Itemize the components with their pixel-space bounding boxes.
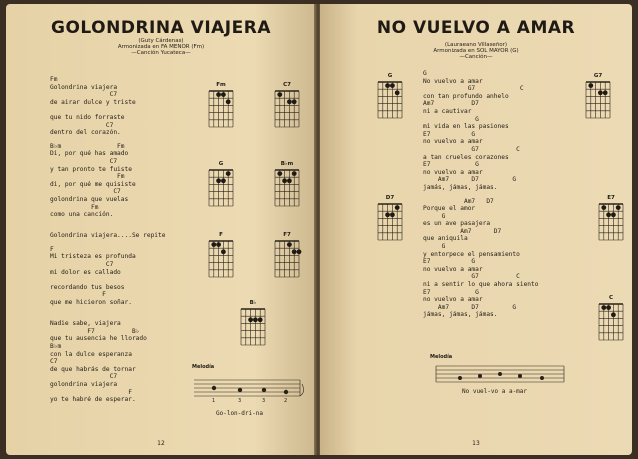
chord-diagram-g: G (374, 74, 406, 122)
chord-grid (595, 302, 627, 344)
finger-dot (611, 212, 616, 217)
melody-label-right: Melodía (430, 354, 453, 360)
finger-dot (606, 305, 611, 310)
lyric-chord-line: Fm (50, 173, 125, 181)
finger-dot (611, 312, 616, 317)
lyric-chord-line: G7 C (423, 145, 520, 153)
melody-right (430, 354, 570, 404)
melody-label-left: Melodía (192, 364, 215, 370)
lyric-text-line: de que habrás de tornar (50, 365, 136, 373)
chord-grid (205, 239, 237, 281)
chord-grid (205, 168, 237, 210)
lyric-chord-line: G7 C (423, 273, 520, 281)
lyric-chord-line: B♭m (50, 343, 62, 350)
melody-left (192, 364, 310, 424)
finger-dot (616, 205, 621, 210)
finger-dot (211, 242, 216, 247)
svg-text:1: 1 (212, 398, 216, 404)
credit-key-right: Armonizada en SOL MAYOR (G) (433, 48, 519, 54)
finger-dot (292, 249, 297, 254)
finger-dot (297, 249, 302, 254)
page-number-right: 13 (472, 440, 480, 447)
lyric-chord-line: G (423, 115, 479, 123)
lyric-chord-line: F (50, 291, 106, 299)
finger-dot (221, 92, 226, 97)
chord-grid (237, 307, 269, 349)
finger-dot (395, 205, 400, 210)
lyric-text-line: yo te habré de esperar. (50, 396, 136, 404)
lyric-text-line: di, por qué me quisiste (50, 180, 136, 188)
lyric-chord-line: C7 (50, 358, 58, 366)
lyric-chord-line: Am7 D7 G (423, 303, 517, 311)
finger-dot (287, 178, 292, 183)
lyric-chord-line: C7 (50, 261, 114, 269)
lyric-chord-line: Am7 D7 G (423, 176, 517, 184)
lyric-chord-line: B♭m Fm (50, 142, 125, 150)
lyric-text-line: Golondrina viajera (50, 83, 118, 91)
finger-dot (601, 205, 606, 210)
lyric-text-line: no vuelvo a amar (423, 296, 483, 304)
finger-dot (385, 83, 390, 88)
lyric-text-line: Golondrina viajera....Se repite (50, 232, 166, 240)
chord-diagram-f: F (205, 233, 237, 281)
chord-diagram-d7: D7 (374, 196, 406, 244)
finger-dot (216, 242, 221, 247)
lyric-text-line: golondrina que vuelas (50, 195, 129, 203)
melody-text-left: Go-lon-dri-na (216, 410, 263, 417)
lyric-chord-line: C7 (50, 121, 114, 129)
finger-dot (390, 212, 395, 217)
lyric-chord-line: F (50, 245, 54, 253)
chord-grid (205, 89, 237, 131)
chord-diagram-c7: C7 (271, 83, 303, 131)
lyric-chord-line: E7 G (423, 288, 479, 296)
chord-grid (271, 89, 303, 131)
chord-grid (271, 239, 303, 281)
lyric-chord-line: C7 (50, 188, 121, 196)
lyric-chord-line: C7 (50, 373, 118, 381)
chord-diagram-fm: Fm (205, 83, 237, 131)
finger-dot (603, 90, 608, 95)
lyric-chord-line: E7 G (423, 161, 479, 169)
lyric-text-line: no vuelvo a amar (423, 138, 483, 146)
chord-grid (271, 168, 303, 210)
finger-dot (287, 99, 292, 104)
lyric-text-line: No vuelvo a amar (423, 77, 483, 85)
lyric-chord-line: Fm (50, 76, 58, 83)
finger-dot (395, 90, 400, 95)
finger-dot (390, 83, 395, 88)
page-number-left: 12 (157, 440, 165, 447)
finger-dot (216, 92, 221, 97)
lyric-text-line: que me hicieron soñar. (50, 299, 132, 307)
song-title-right: NO VUELVO A AMAR (376, 18, 576, 38)
lyric-text-line: dentro del corazón. (50, 129, 121, 137)
lyric-chord-line: Am7 D7 (423, 227, 502, 235)
finger-dot (282, 178, 287, 183)
finger-dot (606, 212, 611, 217)
lyric-text-line: no vuelvo a amar (423, 265, 483, 273)
lyric-text-line: que aniquila (423, 235, 468, 243)
lyric-text-line: que tu ausencia he llorado (50, 335, 147, 343)
finger-dot (226, 171, 231, 176)
chord-diagram-f7: F7 (271, 233, 303, 281)
finger-dot (601, 305, 606, 310)
svg-text:2: 2 (284, 398, 288, 404)
credit-composer-right: (Lauraeano Villaseñor) (444, 42, 508, 48)
lyric-text-line: es un ave pasajera (423, 220, 491, 228)
lyric-chord-line: Am7 D7 (423, 100, 479, 108)
credit-genre-right: —Canción— (459, 54, 493, 60)
lyric-text-line: como una canción. (50, 211, 114, 219)
lyric-chord-line: Fm (50, 203, 99, 211)
lyric-chord-line: C7 (50, 157, 118, 165)
svg-text:3: 3 (238, 398, 242, 404)
finger-dot (226, 99, 231, 104)
lyric-text-line: a tan crueles corazones (423, 153, 509, 161)
lyric-text-line: Porque el amor (423, 205, 476, 213)
finger-dot (277, 171, 282, 176)
svg-text:3: 3 (262, 398, 266, 404)
lyric-text-line: con la dulce esperanza (50, 350, 132, 358)
lyric-text-line: Nadie sabe, viajera (50, 320, 121, 328)
lyric-chord-line: E7 G (423, 258, 476, 266)
finger-dot (292, 171, 297, 176)
lyric-text-line: recordando tus besos (50, 283, 125, 291)
lyric-chord-line (50, 313, 165, 321)
finger-dot (385, 212, 390, 217)
chord-grid (374, 202, 406, 244)
finger-dot (277, 92, 282, 97)
lyric-chord-line: G (423, 212, 446, 220)
lyric-text-line: jamás, jámas, jámas. (423, 183, 498, 191)
lyric-text-line: mi vida en las pasiones (423, 123, 509, 131)
chord-diagram-bbm: B♭m (271, 162, 303, 210)
lyric-chord-line: F7 B♭ (50, 327, 140, 335)
lyric-text-line: ni a sentir lo que ahora siento (423, 281, 539, 289)
melody-text-right: No vuel-vo a a-mar (462, 388, 528, 395)
lyric-chord-line: Am7 D7 (423, 197, 494, 205)
finger-dot (221, 249, 226, 254)
chord-diagram-g: G (205, 162, 237, 210)
finger-dot (258, 317, 263, 322)
finger-dot (588, 83, 593, 88)
lyric-chord-line: G (423, 243, 446, 251)
lyric-text-line: no vuelvo a amar (423, 168, 483, 176)
song-title-left: GOLONDRINA VIAJERA (51, 18, 271, 38)
lyric-chord-line: G7 C (423, 85, 524, 93)
lyric-text-line: mi dolor es callado (50, 268, 121, 276)
lyric-chord-line (50, 106, 165, 114)
lyric-text-line: Mi tristeza es profunda (50, 253, 136, 261)
lyric-text-line: ni a cautivar (423, 107, 472, 115)
credit-genre-left: —Canción Yucateca— (131, 50, 191, 56)
chord-diagram-c: C (595, 296, 627, 344)
lyric-chord-line: E7 G (423, 130, 476, 138)
chord-grid (374, 80, 406, 122)
lyric-text-line: y entorpece el pensamiento (423, 250, 520, 258)
finger-dot (248, 317, 253, 322)
right-page (320, 4, 632, 455)
lyric-text-line: y tan pronto te fuiste (50, 165, 132, 173)
finger-dot (253, 317, 258, 322)
finger-dot (292, 99, 297, 104)
melody-staff-left (192, 372, 310, 404)
lyric-text-line: que tu nido forraste (50, 113, 125, 121)
lyric-chord-line: G (423, 70, 427, 77)
chord-diagram-bb: B♭ (237, 301, 269, 349)
lyric-chord-line: C7 (50, 91, 118, 99)
credit-composer-left: (Guty Cárdenas) (138, 38, 184, 44)
finger-dot (216, 178, 221, 183)
finger-dot (598, 90, 603, 95)
lyric-text-line: jámas, jámas, jámas. (423, 311, 498, 319)
lyric-text-line: Di, por qué has amado (50, 150, 129, 158)
lyric-chord-line (50, 276, 165, 284)
lyric-chord-line: F (50, 388, 132, 396)
chord-grid (582, 80, 614, 122)
lyrics-left (50, 76, 165, 404)
lyrics-right (423, 70, 538, 319)
melody-staff-right (430, 360, 570, 390)
chord-diagram-g7: G7 (582, 74, 614, 122)
chord-diagram-e7: E7 (595, 196, 627, 244)
left-page (6, 4, 316, 455)
credit-key-left: Armonizada en FA MENOR (Fm) (117, 44, 205, 50)
lyric-text-line: con tan profundo anhelo (423, 92, 509, 100)
lyric-text-line: golondrina viajera (50, 380, 118, 388)
chord-grid (595, 202, 627, 244)
lyric-text-line: de airar dulce y triste (50, 98, 136, 106)
finger-dot (287, 242, 292, 247)
lyric-chord-line (50, 225, 165, 233)
finger-dot (221, 178, 226, 183)
